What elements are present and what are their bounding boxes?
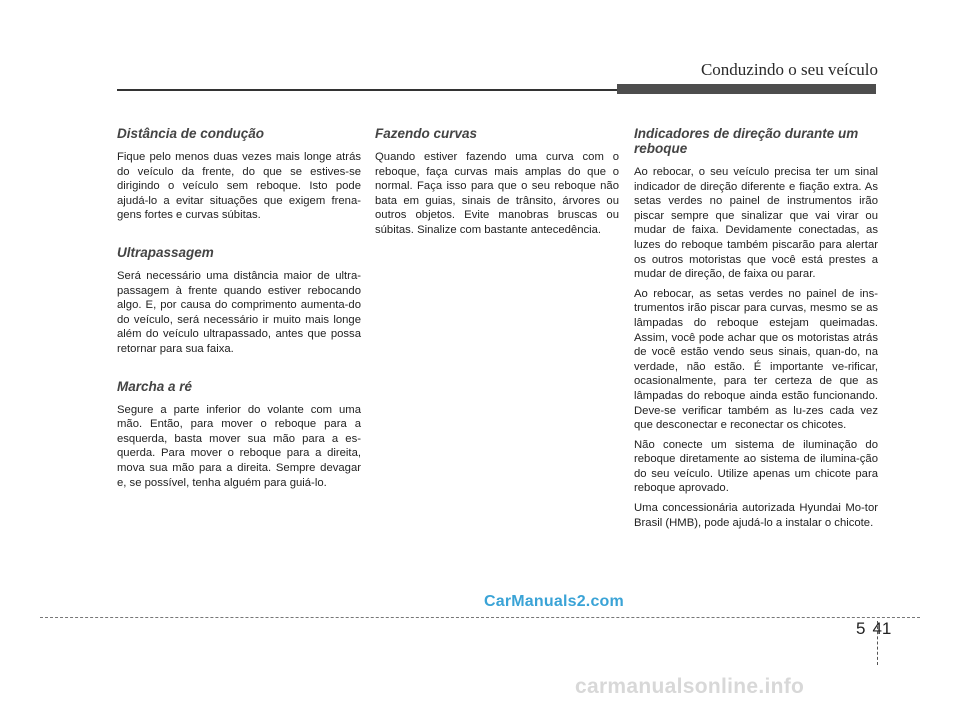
section-body-marcha-a-re: Segure a parte inferior do volante com uma mão. Então, para mover o reboque para a esquerda, basta mover sua mão para a es-querda. Para mover o reboque para a direita, mova sua mão para a direita. Sempre devagar e, se possível, tenha alguém para guiá-lo.	[117, 403, 361, 489]
section-body-ultrapassagem: Será necessário uma distância maior de ultra-passagem à frente quando estiver rebocando algo. E, por causa do comprimento aumenta-do do veículo, será necessário ir muito mais longe além do veículo ultrapassado, antes que possa retornar para sua faixa.	[117, 269, 361, 355]
watermark-site: carmanualsonline.info	[575, 675, 805, 698]
section-heading-distancia: Distância de condução	[117, 126, 265, 141]
column-right	[634, 126, 878, 535]
column-left	[117, 126, 361, 495]
section-heading-ultrapassagem: Ultrapassagem	[117, 244, 214, 260]
section-body-fazendo-curvas: Quando estiver fazendo uma curva com o reboque, faça curvas mais amplas do que o normal. Faça isso para que o seu reboque não bata em guias, sinais de trânsito, árvores ou outros objetos. Evite manobras bruscas ou súbitas. Sinalize com bastante antecedência.	[375, 151, 619, 236]
column-middle	[375, 126, 619, 243]
watermark-link[interactable]: CarManuals2.com	[484, 593, 624, 610]
section-body-indicadores-1: Ao rebocar, o seu veículo precisa ter um sinal indicador de direção diferente e fiação extra. As setas verdes no painel de instrumentos irão piscar sempre que sinalizar que vai virar ou mudar de faixa. Devidamente conectadas, as luzes do reboque também piscarão para alertar os outros motoristas que você está prestes a mudar de direção, de faixa ou parar.	[634, 166, 878, 281]
chapter-number: 5	[856, 619, 866, 638]
section-heading-marcha-a-re: Marcha a ré	[117, 378, 193, 394]
page-number-separator	[877, 621, 878, 665]
header-rule	[117, 89, 617, 91]
section-body-indicadores-4: Uma concessionária autorizada Hyundai Mo-tor Brasil (HMB), pode ajudá-lo a instalar o chicote.	[634, 502, 878, 529]
page-header-title: Conduzindo o seu veículo	[700, 60, 878, 79]
section-heading-fazendo-curvas: Fazendo curvas	[375, 126, 478, 141]
section-body-indicadores-2: Ao rebocar, as setas verdes no painel de ins-trumentos irão piscar para curvas, mesmo se as lâmpadas do reboque estejam queimadas. Assim, você pode achar que os motoristas atrás de você estão vendo seus sinais, quan-do, na verdade, não estão. É importante ve-rificar, ocasionalmente, para ter certeza de que as lâmpadas do reboque ainda estão funcionando. Deve-se verificar também as lu-zes cada vez que desconectar e reconectar os chicotes.	[634, 287, 878, 432]
page-number	[856, 619, 891, 639]
section-heading-indicadores: Indicadores de direção durante um reboque	[634, 126, 859, 156]
section-body-distancia: Fique pelo menos duas vezes mais longe atrás do veículo da frente, do que se estives-se dirigindo o veículo sem reboque. Isto pode ajudá-lo a evitar situações que exigem frena-gens fortes e curvas súbitas.	[117, 151, 361, 222]
header-accent-bar	[617, 84, 876, 94]
section-body-indicadores-3: Não conecte um sistema de iluminação do reboque diretamente ao sistema de ilumina-ção do seu veículo. Utilize apenas um chicote para reboque aprovado.	[634, 438, 878, 495]
page-number-value: 41	[872, 619, 892, 638]
footer-rule	[40, 617, 920, 618]
